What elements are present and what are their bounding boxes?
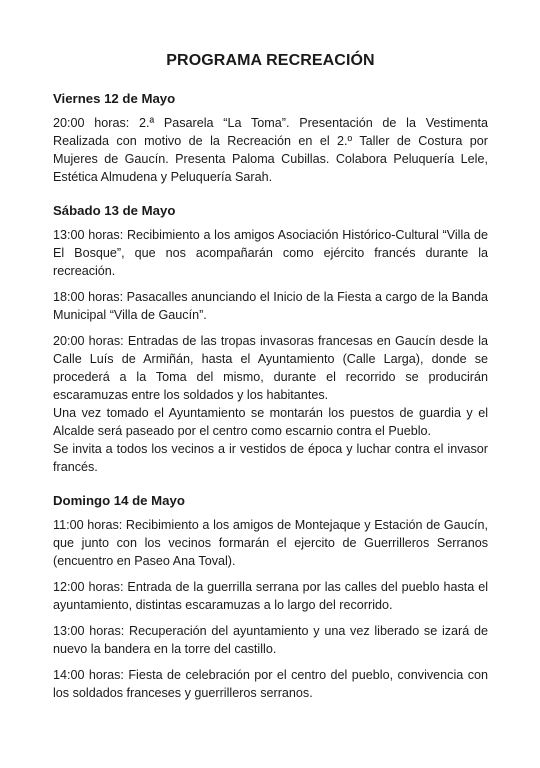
event-paragraph: 14:00 horas: Fiesta de celebración por el centro del pueblo, convivencia con los soldados franceses y guerrilleros serranos. [53,668,488,700]
day-section-friday [53,91,488,186]
event-paragraph: 11:00 horas: Recibimiento a los amigos de Montejaque y Estación de Gaucín, que junto con los vecinos formarán el ejercito de Guerrilleros Serranos (encuentro en Paseo Ana Toval). [53,518,488,568]
day-heading: Domingo 14 de Mayo [53,493,185,508]
day-heading: Sábado 13 de Mayo [53,203,176,218]
event-paragraph: Una vez tomado el Ayuntamiento se montarán los puestos de guardia y el Alcalde será paseado por el centro como escarnio contra el Pueblo. [53,406,488,438]
event-paragraph: 20:00 horas: 2.ª Pasarela “La Toma”. Presentación de la Vestimenta Realizada con motivo de la Recreación en el 2.º Taller de Costura por Mujeres de Gaucín. Presenta Paloma Cubillas. Colabora Peluquería Lele, Estética Almudena y Peluquería Sarah. [53,116,488,184]
day-section-saturday [53,203,488,476]
event-paragraph: 18:00 horas: Pasacalles anunciando el Inicio de la Fiesta a cargo de la Banda Municipal “Villa de Gaucín”. [53,290,488,322]
event-paragraph: Se invita a todos los vecinos a ir vestidos de época y luchar contra el invasor francés. [53,442,488,474]
event-paragraph: 13:00 horas: Recuperación del ayuntamiento y una vez liberado se izará de nuevo la bandera en la torre del castillo. [53,624,488,656]
event-paragraph: 20:00 horas: Entradas de las tropas invasoras francesas en Gaucín desde la Calle Luís de Armiñán, hasta el Ayuntamiento (Calle Larga), donde se procederá a la Toma del mismo, durante el recorrido se producirán escaramuzas entre los soldados y los habitantes. [53,334,488,402]
page-title: PROGRAMA RECREACIÓN [166,52,375,69]
day-heading: Viernes 12 de Mayo [53,91,176,106]
event-paragraph: 12:00 horas: Entrada de la guerrilla serrana por las calles del pueblo hasta el ayuntamiento, distintas escaramuzas a lo largo del recorrido. [53,580,488,612]
event-paragraph: 13:00 horas: Recibimiento a los amigos Asociación Histórico-Cultural “Villa de El Bosque”, que nos acompañarán como ejército francés durante la recreación. [53,228,488,278]
day-section-sunday [53,493,488,702]
